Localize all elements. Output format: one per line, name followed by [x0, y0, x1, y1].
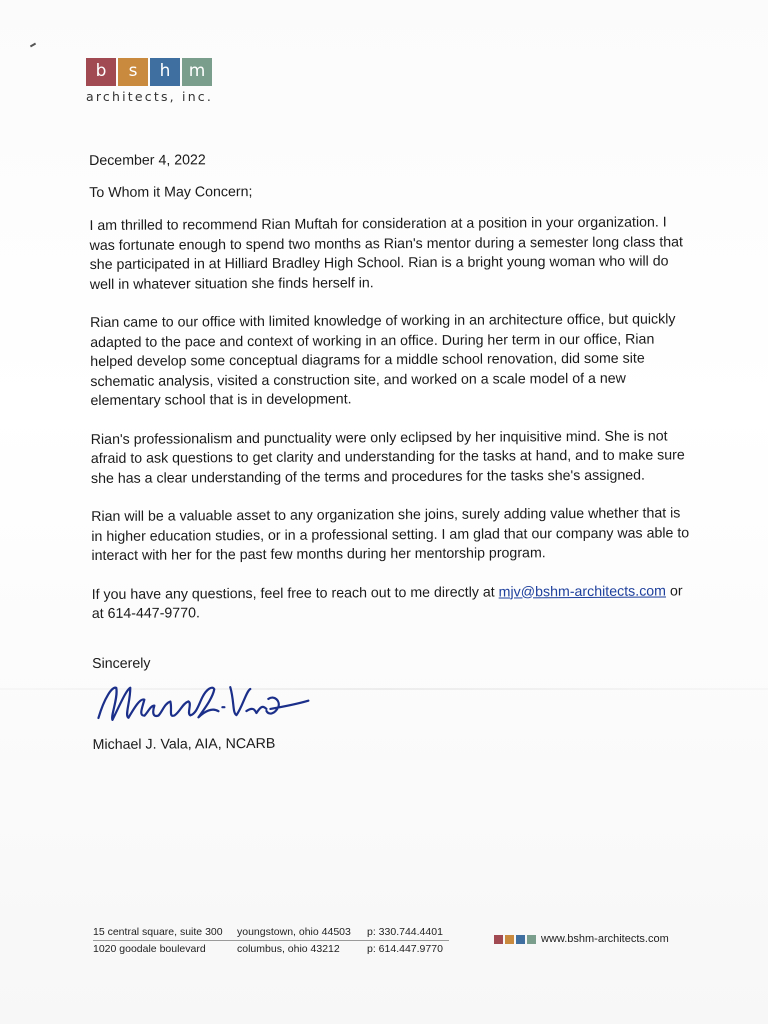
footer-square-icon	[505, 935, 514, 944]
paragraph-3: Rian's professionalism and punctuality were only eclipsed by her inquisitive mind. She is not afraid to ask questions to get clarity and understanding for the tasks at hand, and to make sure she has a clear understanding of the terms and procedures for the tasks she's assigned.	[90, 427, 685, 487]
paragraph-4: Rian will be a valuable asset to any organization she joins, surely adding value whether that is in higher education studies, or in a professional setting. I am glad that our company was able to interact with her for the past few months during her mentorship program.	[91, 505, 690, 564]
paragraph-2: Rian came to our office with limited knowledge of working in an architecture office, but quickly adapted to the pace and context of working in an office. During her term in our office, Rian helped develop some conceptual diagrams for a middle school renovation, did some site schematic analysis, visited a construction site, and worked on a scale model of a new elementary school that is in development.	[89, 311, 676, 409]
contact-phone: 614-447-9770	[107, 605, 197, 622]
website-link[interactable]: www.bshm-architects.com	[541, 933, 669, 945]
company-logo	[86, 58, 213, 104]
letter-body	[89, 148, 693, 755]
footer-square-icon	[516, 935, 525, 944]
logo-subtitle: architects, inc.	[86, 89, 214, 104]
logo-tile-b: b	[86, 58, 116, 86]
signature-drawing	[94, 677, 314, 730]
footer-website-block	[494, 933, 669, 945]
signer-name: Michael J. Vala, AIA, NCARB	[92, 735, 276, 753]
paper-speck	[30, 43, 36, 48]
contact-prefix: If you have any questions, feel free to reach out to me directly at	[91, 584, 499, 603]
logo-tile-h: h	[150, 58, 180, 86]
logo-tile-s: s	[118, 58, 148, 86]
handwritten-signature	[94, 674, 692, 730]
footer-phone: p: 330.744.4401	[367, 926, 443, 938]
logo-tiles	[86, 58, 213, 86]
footer-square-icon	[494, 935, 503, 944]
footer-phone: p: 614.447.9770	[367, 943, 443, 955]
footer-address: 15 central square, suite 300	[93, 926, 223, 938]
footer-square-icon	[527, 935, 536, 944]
footer-address: 1020 goodale boulevard	[93, 943, 206, 955]
salutation: To Whom it May Concern;	[89, 183, 253, 201]
closing: Sincerely	[92, 655, 151, 672]
contact-suffix: .	[195, 605, 200, 622]
contact-paragraph	[92, 582, 692, 625]
footer-city: columbus, ohio 43212	[237, 943, 340, 955]
footer-city: youngstown, ohio 44503	[237, 926, 351, 938]
contact-middle: or at	[91, 582, 683, 622]
logo-tile-m: m	[182, 58, 212, 86]
email-link[interactable]: mjv@bshm-architects.com	[498, 582, 667, 601]
paragraph-1: I am thrilled to recommend Rian Muftah for consideration at a position in your organization. I was fortunate enough to spend two months as Rian's mentor during a semester long class that she participated in at Hilliard Bradley High School. Rian is a bright young woman who will do well in whatever situation she finds herself in.	[89, 214, 684, 293]
letter-date: December 4, 2022	[89, 152, 206, 169]
